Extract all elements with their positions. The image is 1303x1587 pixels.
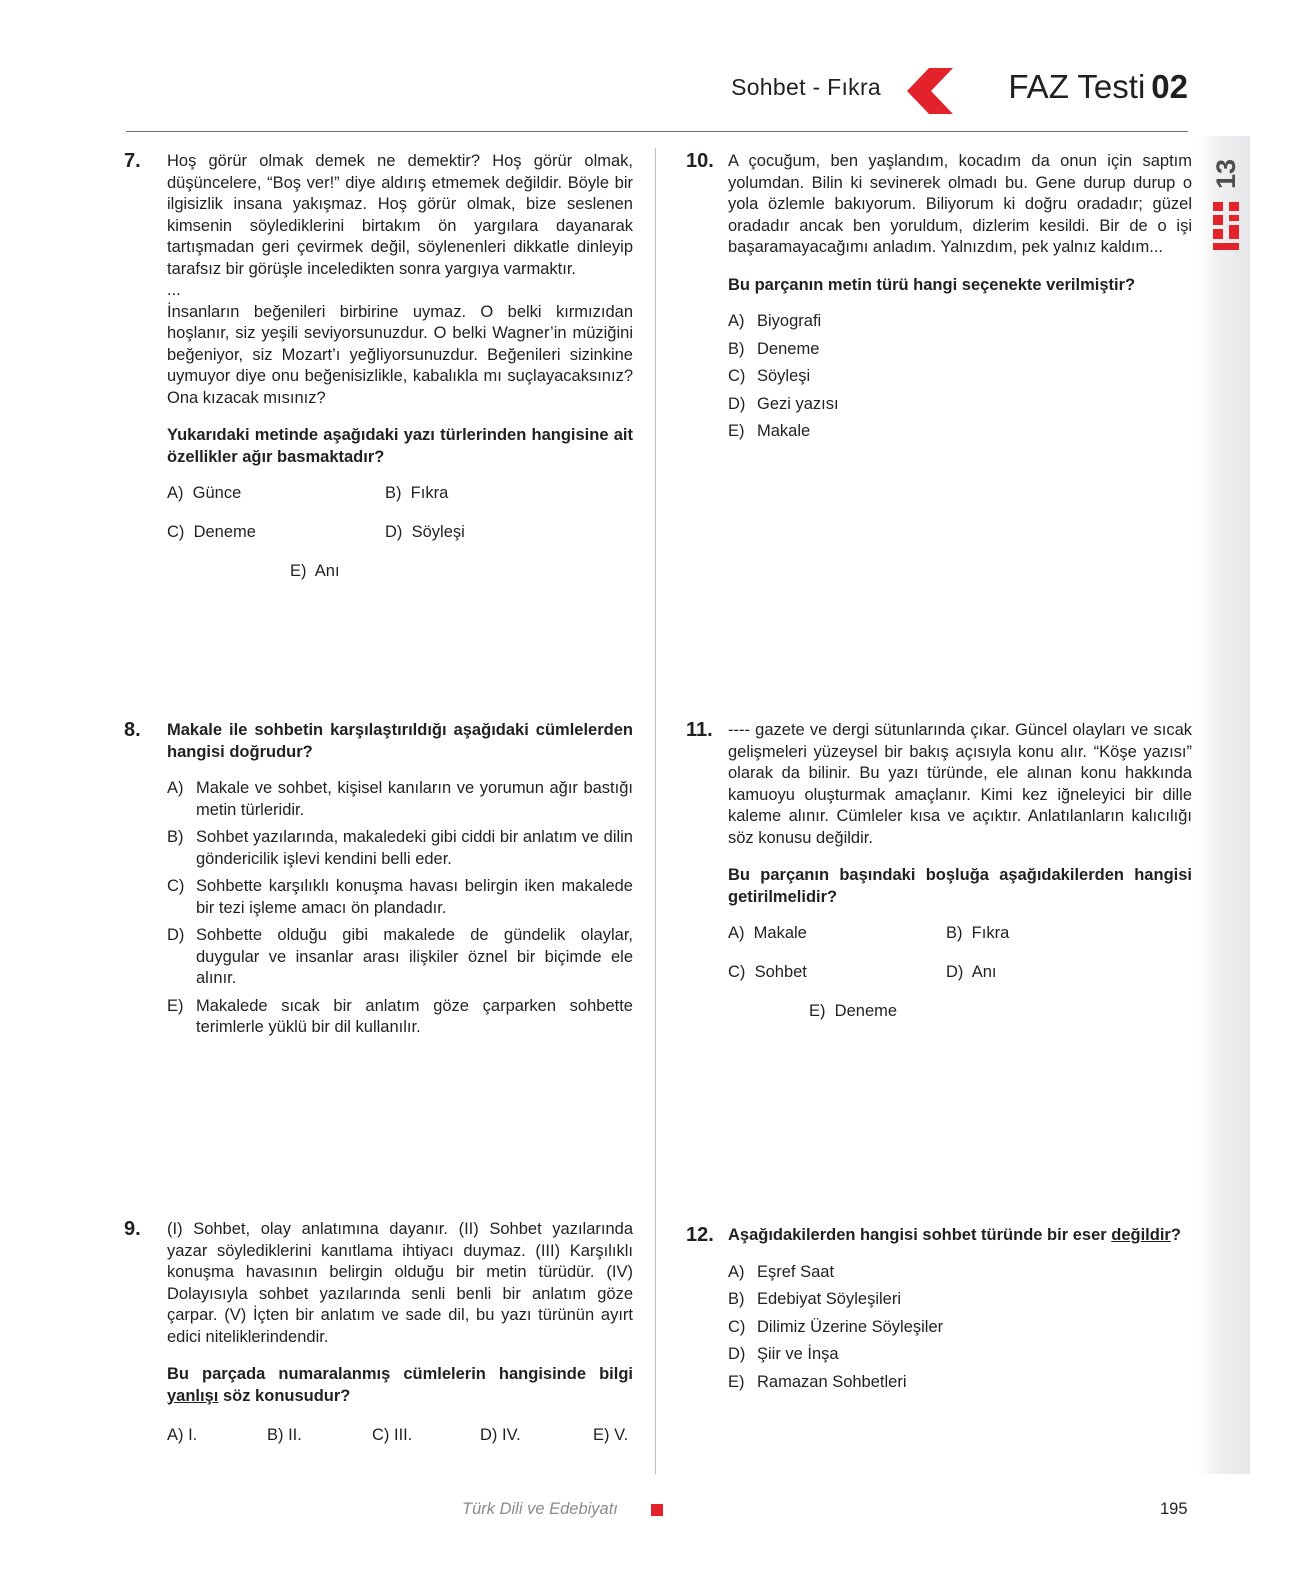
option-a[interactable]: A) Makale ve sohbet, kişisel kanıların ve yorumun ağır bastığı metin türleridir. — [167, 779, 633, 819]
question-7-stem: Yukarıdaki metinde aşağıdaki yazı türlerinden hangisine ait özellikler ağır basmaktadır? — [167, 426, 633, 466]
option-d[interactable]: D) Gezi yazısı — [728, 394, 839, 413]
test-number: 02 — [1151, 68, 1188, 105]
header-topic: Sohbet - Fıkra — [731, 74, 881, 100]
question-12-number: 12. — [686, 1224, 714, 1246]
option-e[interactable]: E) V. — [593, 1426, 629, 1444]
question-7 — [167, 151, 633, 597]
option-a[interactable]: A) Biyografi — [728, 312, 822, 330]
publisher-logo-icon — [1209, 200, 1243, 252]
test-name: FAZ Testi — [1008, 68, 1146, 105]
column-divider — [655, 148, 656, 1474]
question-10-stem: Bu parçanın metin türü hangi seçenekte verilmiştir? — [728, 275, 1136, 294]
question-12 — [728, 1225, 1192, 1399]
option-d[interactable]: D) Sohbette olduğu gibi makalede de gündelik olaylar, duygular ve insanlar arası ilişkiler öznel bir biçimde ele alınır. — [167, 926, 633, 987]
question-12-stem: Aşağıdakilerden hangisi sohbet türünde bir eser değildir? — [728, 1226, 1181, 1244]
option-c[interactable]: C) Sohbette karşılıklı konuşma havası belirgin iken makalede bir tezi işleme amacı ön plandadır. — [167, 877, 633, 917]
option-b[interactable]: B) Fıkra — [385, 484, 449, 502]
option-b[interactable]: B) Sohbet yazılarında, makaledeki gibi ciddi bir anlatım ve dilin göndericilik işlevi kendini belli eder. — [167, 828, 633, 868]
option-c[interactable]: C) Dilimiz Üzerine Söyleşiler — [728, 1317, 944, 1336]
question-7-options — [167, 483, 633, 597]
test-title — [1008, 68, 1188, 106]
option-b[interactable]: B) Fıkra — [946, 924, 1010, 942]
option-b[interactable]: B) Deneme — [728, 339, 820, 358]
option-c[interactable]: C) III. — [372, 1426, 413, 1444]
question-10-text: A çocuğum, ben yaşlandım, kocadım da onun için saptım yolumdan. Bilin ki sevinerek olmadı bu. Gene durup durup o yola özlemle bakıyorum. Biliyorum ki doğru oradadır; güzel oradadır ancak ben yoruldum, dizlerim kesildi. Bir de o işi başaramayacağımı anladım. Yalnızdım, pek yalnız kaldım... — [728, 152, 1192, 256]
question-8 — [167, 720, 633, 1045]
option-d[interactable]: D) Anı — [946, 963, 997, 981]
question-11-stem: Bu parçanın başındaki boşluğa aşağıdakilerden hangisi getirilmelidir? — [728, 866, 1192, 906]
option-a[interactable]: A) Eşref Saat — [728, 1262, 835, 1281]
question-7-ellipsis: ... — [167, 281, 181, 299]
option-c[interactable]: C) Sohbet — [728, 963, 807, 981]
question-12-options — [728, 1262, 1192, 1394]
question-11-number: 11. — [686, 719, 713, 741]
question-11-text: ---- gazete ve dergi sütunlarında çıkar. Güncel olayları ve sıcak gelişmeleri yüzeysel bir bakış açısıyla konu alır. “Köşe yazısı” olarak da bilinir. Bu yazı türünde, ele alınan konu hakkında kamuoyu oluşturmak amaçlanır. Kimi kez iğneleyici bir dille kaleme alınır. Cümleler kısa ve açıktır. Anlatılanların kalıcılığı söz konusu değildir. — [728, 721, 1192, 847]
option-c[interactable]: C) Deneme — [167, 523, 256, 541]
question-10-number: 10. — [686, 150, 714, 172]
question-9-stem: Bu parçada numaralanmış cümlelerin hangisinde bilgi yanlışı söz konusudur? — [167, 1365, 633, 1405]
question-8-number: 8. — [124, 719, 141, 741]
underlined-keyword: yanlışı — [167, 1386, 219, 1405]
page-number: 195 — [1160, 1500, 1188, 1518]
option-e[interactable]: E) Makale — [728, 422, 811, 440]
question-8-options — [167, 778, 633, 1039]
question-7-paragraph-2: İnsanların beğenileri birbirine uymaz. O belki kırmızıdan hoşlanır, siz yeşili seviyorsunuzdur. O belki Wagner’in müziğini beğeniyor, siz Mozart’ı yeğliyorsunuzdur. Beğenileri sizinkine uymuyor diye onu beğenisizlikle, kabalıkla mı suçlayacaksınız? Ona kızacak mısınız? — [167, 302, 633, 407]
option-e[interactable]: E) Makalede sıcak bir anlatım göze çarparken sohbette terimlerle yüklü bir dil kullanılır. — [167, 996, 633, 1036]
question-7-number: 7. — [124, 150, 141, 172]
underlined-keyword: değildir — [1111, 1226, 1171, 1244]
option-b[interactable]: B) II. — [267, 1426, 302, 1444]
question-7-paragraph-1: Hoş görür olmak demek ne demektir? Hoş görür olmak, düşüncelere, “Boş ver!” diye aldırış etmemek değildir. Böyle bir ilgisizlik insana yakışmaz. Hoş görür olmak, bize seslenen kimsenin söylediklerini birtakım ön yargılara dayanarak tartışmadan geri çevirmek değil, söylenenleri dikkatle dinleyip tarafsız bir görüşle inceledikten sonra yargıya varmaktır. — [167, 152, 633, 278]
option-c[interactable]: C) Söyleşi — [728, 367, 811, 385]
question-11 — [728, 720, 1192, 1037]
option-d[interactable]: D) Söyleşi — [385, 523, 465, 541]
footer-subject: Türk Dili ve Edebiyatı — [462, 1500, 618, 1518]
side-tab — [1198, 136, 1250, 1474]
option-e[interactable]: E) Anı — [290, 562, 340, 580]
option-a[interactable]: A) Makale — [728, 924, 807, 942]
option-a[interactable]: A) I. — [167, 1426, 198, 1444]
question-9-options — [167, 1425, 633, 1449]
option-b[interactable]: B) Edebiyat Söyleşileri — [728, 1290, 901, 1308]
question-9 — [167, 1219, 633, 1449]
option-e[interactable]: E) Deneme — [809, 1002, 898, 1020]
option-e[interactable]: E) Ramazan Sohbetleri — [728, 1372, 907, 1391]
question-11-options — [728, 923, 1192, 1037]
header-rule — [126, 131, 1188, 132]
side-unit-number: 13 — [1211, 158, 1241, 190]
option-d[interactable]: D) IV. — [480, 1426, 521, 1444]
footer-square-icon — [651, 1504, 663, 1516]
option-a[interactable]: A) Günce — [167, 484, 242, 502]
question-10-options — [728, 311, 1192, 443]
question-8-stem: Makale ile sohbetin karşılaştırıldığı aşağıdaki cümlelerden hangisi doğrudur? — [167, 721, 633, 761]
option-d[interactable]: D) Şiir ve İnşa — [728, 1345, 839, 1363]
chevron-left-icon — [907, 68, 953, 114]
question-10 — [728, 151, 1192, 449]
question-9-number: 9. — [124, 1218, 141, 1240]
question-9-text: (I) Sohbet, olay anlatımına dayanır. (II) Sohbet yazılarında yazar söylediklerini kanıtlama ihtiyacı duymaz. (III) Karşılıklı konuşma havasının belirgin olduğu bir metin türüdür. (IV) Dolayısıyla sohbet yazılarında senli benli bir anlatım göze çarpar. (V) İçten bir anlatım ve sade dil, bu yazı türünün ayırt edici niteliklerindendir. — [167, 1220, 633, 1346]
